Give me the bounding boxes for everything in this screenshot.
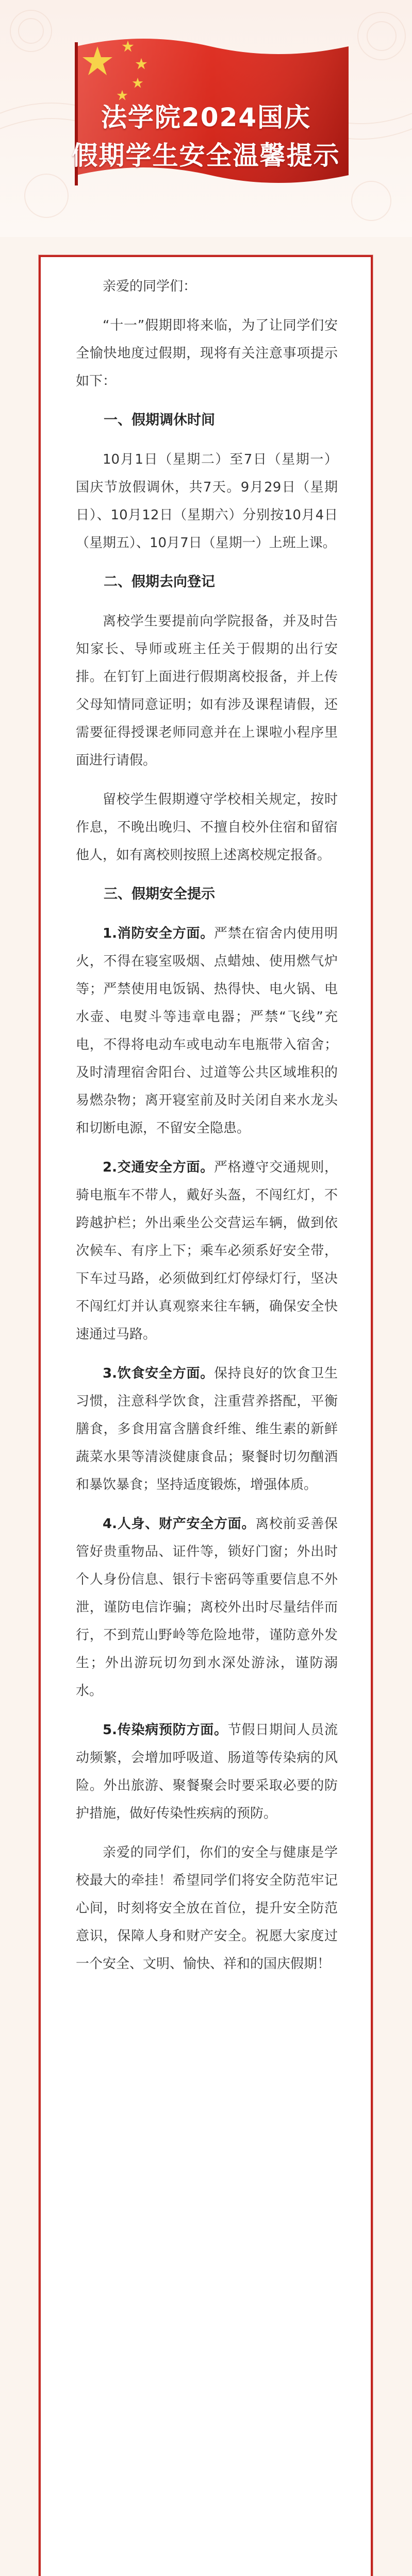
disease-prevention-paragraph — [76, 1716, 338, 1827]
banner-title-line2: 假期学生安全温馨提示 — [72, 141, 340, 171]
traffic-safety-text: 严格遵守交通规则，骑电瓶车不带人，戴好头盔，不闯红灯，不跨越护栏；外出乘坐公交营运车辆，做到依次候车、有序上下；乘车必须系好安全带，下车过马路，必须做到红灯停绿灯行，坚决不闯红灯并认真观察来往车辆，确保安全快速通过马路。 — [76, 1160, 338, 1342]
disease-prevention-text: 节假日期间人员流动频繁，会增加呼吸道、肠道等传染病的风险。外出旅游、聚餐聚会时要采取必要的防护措施，做好传染性疾病的预防。 — [76, 1722, 338, 1821]
food-safety-text: 保持良好的饮食卫生习惯，注意科学饮食，注重营养搭配，平衡膳食，多食用富含膳食纤维、维生素的新鲜蔬菜水果等清淡健康食品；聚餐时切勿酗酒和暴饮暴食；坚持适度锻炼，增强体质。 — [76, 1366, 338, 1493]
fire-safety-paragraph — [76, 920, 338, 1142]
holiday-schedule-paragraph: 10月1日（星期二）至7日（星期一）国庆节放假调休，共7天。9月29日（星期日）、10月12日（星期六）分别按10月4日（星期五）、10月7日（星期一）上班上课。 — [76, 452, 338, 551]
leave-school-paragraph: 离校学生要提前向学院报备，并及时告知家长、导师或班主任关于假期的出行安排。在钉钉上面进行假期离校报备，并上传父母知情同意证明；如有涉及课程请假，还需要征得授课老师同意并在上课啦小程序里面进行请假。 — [76, 614, 338, 768]
intro-paragraph: “十一”假期即将来临，为了让同学们安全愉快地度过假期，现将有关注意事项提示如下： — [76, 318, 338, 389]
star-icon — [122, 40, 134, 53]
personal-property-safety-paragraph — [76, 1510, 338, 1705]
fire-safety-heading: 1.消防安全方面。 — [103, 926, 214, 941]
traffic-safety-heading: 2.交通安全方面。 — [103, 1160, 214, 1175]
section-heading-holiday-schedule: 一、假期调休时间 — [104, 412, 215, 428]
star-icon — [81, 45, 113, 77]
banner-title-line1: 法学院2024国庆 — [101, 103, 311, 132]
greeting: 亲爱的同学们： — [103, 279, 197, 294]
star-icon — [132, 77, 143, 89]
section-heading-travel-registration: 二、假期去向登记 — [104, 574, 215, 590]
star-icon — [135, 58, 147, 70]
food-safety-heading: 3.饮食安全方面。 — [103, 1366, 214, 1381]
section-heading-safety-tips: 三、假期安全提示 — [104, 886, 215, 902]
personal-property-safety-heading: 4.人身、财产安全方面。 — [103, 1516, 256, 1532]
fire-safety-text: 严禁在宿舍内使用明火，不得在寝室吸烟、点蜡烛、使用燃气炉等；严禁使用电饭锅、热得快、电火锅、电水壶、电熨斗等违章电器；严禁“飞线”充电，不得将电动车或电动车电瓶带入宿舍；及时清理宿舍阳台、过道等公共区域堆积的易燃杂物；离开寝室前及时关闭自来水龙头和切断电源，不留安全隐患。 — [76, 926, 338, 1136]
disease-prevention-heading: 5.传染病预防方面。 — [103, 1722, 228, 1738]
notice-content — [76, 273, 338, 1989]
traffic-safety-paragraph — [76, 1154, 338, 1348]
stay-school-paragraph: 留校学生假期遵守学校相关规定，按时作息，不晚出晚归、不擅自校外住宿和留宿他人，如有离校则按照上述离校规定报备。 — [76, 792, 338, 863]
closing-paragraph: 亲爱的同学们，你们的安全与健康是学校最大的牵挂！希望同学们将安全防范牢记心间，时刻将安全放在首位，提升安全防范意识，保障人身和财产安全。祝愿大家度过一个安全、文明、愉快、祥和的国庆假期！ — [76, 1845, 338, 1972]
notice-card — [39, 255, 373, 2576]
food-safety-paragraph — [76, 1360, 338, 1499]
header-banner — [0, 0, 412, 237]
personal-property-safety-text: 离校前妥善保管好贵重物品、证件等，锁好门窗；外出时个人身份信息、银行卡密码等重要信息不外泄，谨防电信诈骗；离校外出时尽量结伴而行，不到荒山野岭等危险地带，谨防意外发生；外出游玩切勿到水深处游泳，谨防溺水。 — [76, 1516, 338, 1699]
